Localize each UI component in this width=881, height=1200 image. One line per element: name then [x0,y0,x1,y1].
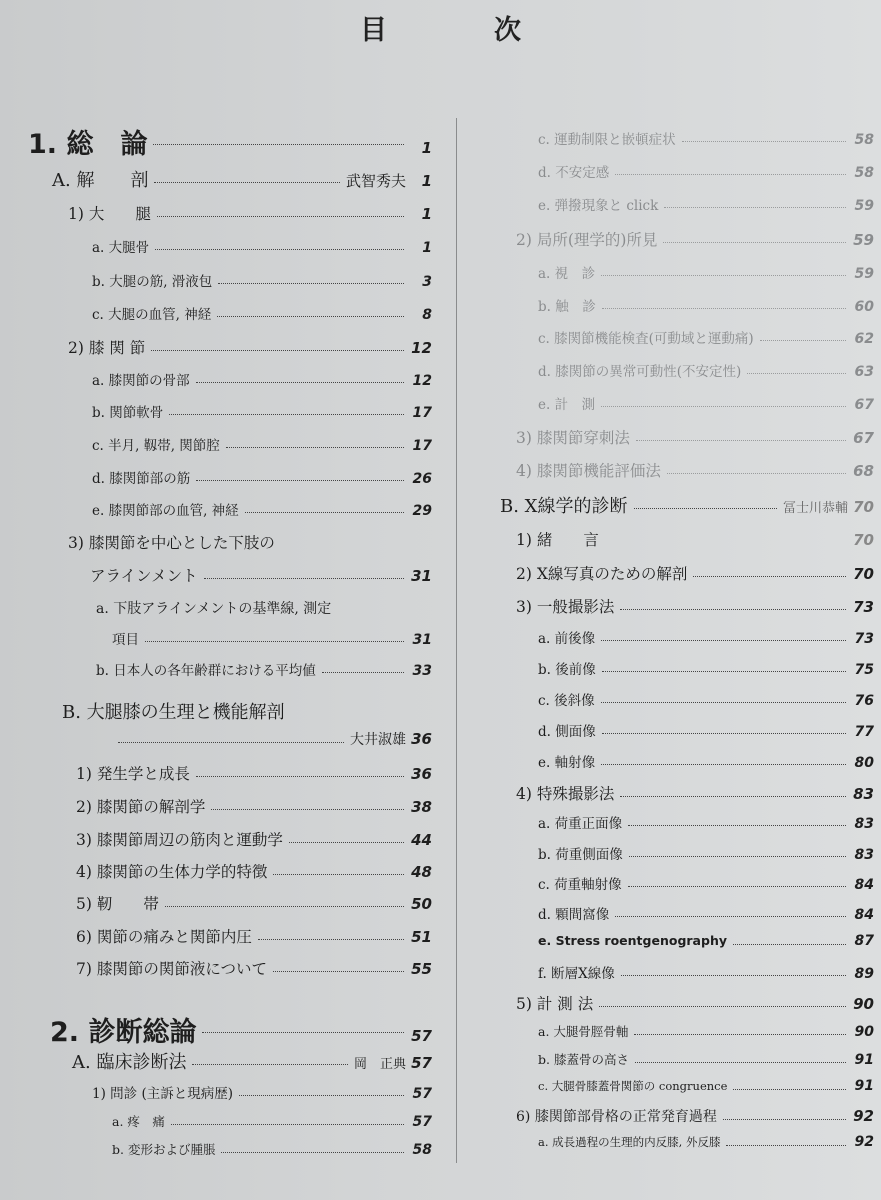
toc-page-number: 77 [854,724,874,740]
toc-entry[interactable] [538,751,874,771]
toc-page-number: 59 [853,231,874,249]
toc-label: B. X線学的診断 [500,496,628,517]
toc-entry[interactable] [538,812,874,832]
toc-label: b. 触 診 [538,299,596,315]
toc-entry[interactable] [92,1082,432,1102]
toc-page-number: 76 [854,693,874,709]
toc-page-number: 73 [853,598,874,616]
toc-label: c. 半月, 靱帯, 関節腔 [92,438,220,454]
toc-entry[interactable] [538,962,874,982]
toc-entry[interactable] [516,1106,874,1126]
toc-label: 3) 膝関節周辺の筋肉と運動学 [76,831,283,849]
toc-page-number: 84 [854,877,874,893]
toc-label: 1) 緒 言 [516,531,599,549]
toc-page-number: 1 [422,240,432,256]
toc-page-number: 57 [411,1054,432,1072]
toc-entry-line1: B. 大腿膝の生理と機能解剖 [62,702,285,723]
leader-dots [165,906,404,907]
toc-entry[interactable] [516,459,874,481]
toc-label: d. 側面像 [538,724,596,740]
toc-entry[interactable] [500,492,874,518]
toc-page-number: 8 [422,307,432,323]
toc-label: d. 顆間窩像 [538,907,610,923]
toc-label: a. 大腿骨脛骨軸 [538,1024,629,1039]
toc-entry[interactable] [516,426,874,448]
toc-page-number: 73 [854,631,874,647]
toc-entry[interactable] [112,628,432,648]
toc-entry[interactable] [76,892,432,914]
toc-page-number: 80 [854,755,874,771]
toc-entry[interactable] [112,1140,432,1158]
leader-dots [664,207,846,208]
toc-label: 1) 大 腿 [68,205,151,223]
leader-dots [601,406,846,407]
toc-entry[interactable] [76,860,432,882]
leader-dots [273,874,404,875]
leader-dots [726,1145,846,1146]
toc-entry[interactable] [538,1022,874,1040]
leader-dots [289,842,404,843]
leader-dots [599,1006,846,1007]
toc-page-number: 90 [853,995,874,1013]
toc-entry[interactable] [92,467,432,487]
leader-dots [620,609,846,610]
toc-entry[interactable] [538,720,874,740]
toc-page-number: 92 [854,1134,874,1150]
toc-label: 6) 膝関節部骨格の正常発育過程 [516,1109,717,1125]
toc-label: b. 膝蓋骨の高さ [538,1052,629,1067]
toc-label: b. 大腿の筋, 滑液包 [92,274,213,290]
toc-page-number: 70 [853,498,874,516]
toc-label: e. Stress roentgenography [538,933,727,948]
toc-label: 6) 関節の痛みと関節内圧 [76,928,252,946]
leader-dots [667,473,846,474]
leader-dots [258,939,404,940]
toc-page-number: 62 [854,331,874,347]
toc-label: a. 前後像 [538,631,596,647]
toc-label: f. 断層X線像 [538,966,615,982]
toc-entry[interactable] [538,1134,874,1150]
leader-dots [601,764,846,765]
toc-entry[interactable] [68,336,432,358]
leader-dots [601,702,846,703]
toc-page-number: 57 [412,1086,432,1102]
toc-page-number: 68 [853,462,874,480]
toc-page-number: 83 [853,785,874,803]
toc-label: c. 膝関節機能検査(可動域と運動痛) [538,331,754,347]
toc-entry[interactable] [90,564,432,586]
toc-page-number: 1 [421,172,432,190]
toc-entry[interactable] [538,1050,874,1068]
toc-entry[interactable] [92,270,432,290]
toc-page-number: 83 [854,816,874,832]
toc-entry[interactable] [92,236,432,256]
toc-entry[interactable] [538,161,874,181]
toc-entry[interactable] [538,873,874,893]
leader-dots [155,249,404,250]
toc-label: A. 解 剖 [52,170,149,191]
toc-page-number: 36 [411,765,432,783]
toc-entry[interactable] [92,434,432,454]
leader-dots [747,373,846,374]
toc-label: 2) 膝関節の解剖学 [76,798,206,816]
toc-label: 1) 問診 (主訴と現病歴) [92,1086,233,1102]
toc-entry[interactable] [112,1112,432,1130]
toc-page-number: 31 [411,567,432,585]
toc-page-number: 89 [854,966,874,982]
leader-dots [602,733,846,734]
leader-dots [628,825,846,826]
toc-entry[interactable] [538,843,874,863]
toc-label: b. 変形および腫脹 [112,1142,216,1157]
toc-page-number: 1 [421,205,432,223]
leader-dots [682,141,846,142]
column-divider [456,118,457,1163]
toc-page-number: 1 [421,139,432,157]
toc-label: a. 疼 痛 [112,1114,165,1129]
toc-label: a. 視 診 [538,266,596,282]
toc-label: 2) 膝 関 節 [68,339,146,357]
leader-dots [196,382,404,383]
toc-label: d. 不安定感 [538,165,610,181]
toc-label: c. 後斜像 [538,693,595,709]
toc-page-number: 12 [411,339,432,357]
leader-dots [157,216,404,217]
toc-page-number: 90 [854,1024,874,1040]
toc-label: 1. 総 論 [28,129,148,160]
toc-page-number: 51 [411,928,432,946]
toc-entry[interactable] [76,925,432,947]
toc-author: 武智秀夫 [345,172,406,190]
toc-page-number: 33 [412,663,432,679]
toc-entry-line1: a. 下肢アラインメントの基準線, 測定 [96,601,332,617]
toc-author: 岡 正典 [353,1057,406,1072]
toc-entry[interactable] [538,360,874,380]
leader-dots [196,776,404,777]
toc-entry[interactable] [538,1078,874,1094]
toc-entry[interactable] [538,393,874,413]
toc-entry[interactable] [538,194,874,214]
leader-dots [602,308,846,309]
toc-page-number: 50 [411,895,432,913]
toc-page-number: 67 [854,397,874,413]
leader-dots [169,414,404,415]
leader-dots [663,242,846,243]
toc-entry[interactable] [92,303,432,323]
leader-dots [601,640,846,641]
toc-entry[interactable] [538,689,874,709]
leader-dots [196,480,404,481]
toc-label: 5) 靭 帯 [76,895,159,913]
toc-entry[interactable] [92,499,432,519]
toc-label: c. 大腿骨膝蓋骨関節の congruence [538,1079,728,1093]
toc-entry[interactable] [516,782,874,804]
toc-label: 4) 膝関節機能評価法 [516,462,661,480]
leader-dots [615,916,846,917]
leader-dots [154,182,340,183]
leader-dots [634,508,777,509]
leader-dots [217,316,404,317]
leader-dots [145,641,404,642]
toc-label: a. 大腿骨 [92,240,150,256]
leader-dots [192,1064,348,1065]
toc-entry[interactable] [538,128,874,148]
toc-entry[interactable] [538,933,874,949]
toc-page-number: 44 [411,831,432,849]
toc-page-number: 55 [411,960,432,978]
toc-label: a. 荷重正面像 [538,816,623,832]
toc-label: b. 荷重側面像 [538,847,623,863]
toc-page-number: 87 [854,933,874,949]
leader-dots [322,672,404,673]
leader-dots [221,1152,404,1153]
toc-page-number: 57 [412,1114,432,1130]
toc-page-number: 12 [412,373,432,389]
toc-label: 2) 局所(理学的)所見 [516,231,658,249]
leader-dots [153,144,404,145]
leader-dots [273,971,404,972]
toc-label: a. 成長過程の生理的内反膝, 外反膝 [538,1135,721,1149]
toc-label: 3) 一般撮影法 [516,598,615,616]
toc-page-number: 59 [854,198,874,214]
toc-label: d. 膝関節の異常可動性(不安定性) [538,364,742,380]
toc-entry[interactable] [516,562,874,584]
toc-page-number: 26 [412,471,432,487]
leader-dots [733,1089,846,1090]
toc-entry[interactable] [538,903,874,923]
toc-label: e. 膝関節部の血管, 神経 [92,503,239,519]
toc-page-number: 63 [854,364,874,380]
leader-dots [218,283,404,284]
leader-dots [202,1032,404,1033]
toc-author: 大井淑雄 [350,732,406,748]
toc-page-number: 29 [412,503,432,519]
toc-label: a. 膝関節の骨部 [92,373,190,389]
toc-label: 1) 発生学と成長 [76,765,190,783]
leader-dots [245,512,404,513]
leader-dots [615,174,846,175]
toc-entry[interactable] [92,401,432,421]
leader-dots [239,1095,404,1096]
toc-entry[interactable] [516,528,874,550]
leader-dots [636,440,846,441]
toc-entry[interactable] [538,627,874,647]
toc-entry[interactable] [76,957,432,979]
toc-label: d. 膝関節部の筋 [92,471,191,487]
toc-page-number: 70 [853,565,874,583]
leader-dots [723,1119,846,1120]
toc-entry-line1: 3) 膝関節を中心とした下肢の [68,534,275,552]
toc-page-number: 75 [854,662,874,678]
toc-page-number: 83 [854,847,874,863]
leader-dots [602,671,846,672]
leader-dots [151,350,404,351]
toc-label: 項目 [112,632,139,648]
toc-page-number: 67 [853,429,874,447]
toc-page-number: 48 [411,863,432,881]
toc-page-number: 57 [411,1027,432,1045]
toc-page-number: 36 [411,730,432,748]
toc-label: e. 計 測 [538,397,596,413]
toc-page-number: 91 [854,1078,874,1094]
toc-page-number: 58 [412,1142,432,1158]
toc-entry[interactable] [516,595,874,617]
leader-dots [760,340,846,341]
toc-entry[interactable] [516,992,874,1014]
toc-label: c. 運動制限と嵌頓症状 [538,132,676,148]
toc-label: A. 臨床診断法 [72,1052,187,1073]
toc-label: e. 弾撥現象と click [538,198,659,214]
leader-dots [226,447,404,448]
toc-label: 2. 診断総論 [50,1017,197,1048]
toc-page-number: 31 [412,632,432,648]
toc-label: アラインメント [90,567,198,585]
toc-entry[interactable] [92,369,432,389]
toc-page-number: 17 [412,438,432,454]
toc-label: 3) 膝関節穿刺法 [516,429,630,447]
toc-page-number: 3 [422,274,432,290]
leader-dots [693,576,846,577]
toc-label: 7) 膝関節の関節液について [76,960,268,978]
toc-label: c. 大腿の血管, 神経 [92,307,212,323]
toc-entry[interactable] [538,262,874,282]
leader-dots [171,1124,404,1125]
toc-page-number: 58 [854,132,874,148]
toc-page-number: 38 [411,798,432,816]
toc-author: 冨士川恭輔 [782,501,848,516]
toc-entry[interactable] [52,166,432,192]
toc-label: b. 日本人の各年齢群における平均値 [96,663,316,679]
leader-dots [634,1034,846,1035]
toc-entry[interactable] [516,228,874,250]
toc-label: c. 荷重軸射像 [538,877,622,893]
leader-dots [621,975,846,976]
leader-dots [601,275,846,276]
toc-entry[interactable] [538,658,874,678]
page-title: 目 次 [360,15,561,46]
toc-entry[interactable] [50,1010,432,1049]
leader-dots [635,1062,846,1063]
toc-page-number: 58 [854,165,874,181]
toc-page-number: 70 [853,531,874,549]
toc-entry[interactable] [68,202,432,224]
toc-label: 5) 計 測 法 [516,995,594,1013]
leader-dots [620,796,846,797]
toc-label: 2) X線写真のための解剖 [516,565,688,583]
toc-label: b. 関節軟骨 [92,405,164,421]
toc-label: b. 後前像 [538,662,596,678]
leader-dots [211,809,404,810]
toc-page-number: 84 [854,907,874,923]
toc-entry[interactable] [76,762,432,784]
toc-label: e. 軸射像 [538,755,596,771]
leader-dots [204,578,404,579]
toc-page-number: 60 [854,299,874,315]
leader-dots [628,886,846,887]
toc-entry[interactable] [72,1048,432,1074]
toc-page-number: 59 [854,266,874,282]
toc-entry[interactable] [28,122,432,161]
leader-dots [118,742,344,743]
toc-entry[interactable] [112,729,432,749]
toc-entry[interactable] [76,795,432,817]
leader-dots [629,856,846,857]
toc-label: 4) 特殊撮影法 [516,785,615,803]
toc-entry[interactable] [96,659,432,679]
toc-page-number: 91 [854,1052,874,1068]
toc-entry[interactable] [538,295,874,315]
toc-page-number: 92 [853,1107,874,1125]
toc-label: 4) 膝関節の生体力学的特徴 [76,863,268,881]
toc-entry[interactable] [76,828,432,850]
toc-page-number: 17 [412,405,432,421]
toc-entry[interactable] [538,327,874,347]
leader-dots [733,944,846,945]
